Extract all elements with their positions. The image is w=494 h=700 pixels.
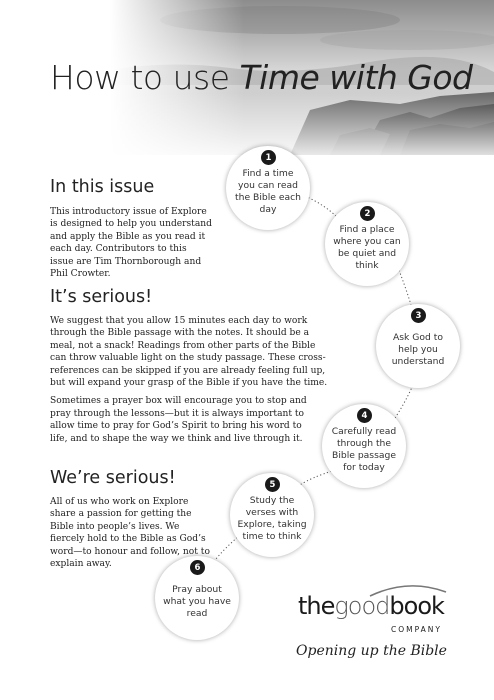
step-text: Study the verses with Explore, taking time to think (237, 495, 307, 542)
step-4 (322, 404, 406, 488)
logo-good: good (334, 592, 390, 620)
step-number-badge: 2 (360, 206, 375, 221)
paragraph: Sometimes a prayer box will encourage you to stop and pray through the lessons—but it is always important to allow time to pray for God’s Spirit to bring his word to life, and to shape the way we think and live through it. (50, 396, 307, 444)
step-3 (376, 304, 460, 388)
step-1 (226, 146, 310, 230)
step-text: Ask God to help you understand (391, 332, 445, 367)
step-6 (155, 556, 239, 640)
heading-its-serious: It’s serious! (50, 287, 153, 307)
paragraph: We suggest that you allow 15 minutes each day to work through the Bible passage with the notes. It should be a meal, not a snack! Readings from other parts of the Bible can throw valuable light on the study passage. These cross-references can be skipped if you are already feeling full up, but will expand your grasp of the Bible if you have the time. (50, 316, 328, 389)
step-number-badge: 3 (411, 308, 426, 323)
paragraph: All of us who work on Explore share a passion for getting the Bible into people’s lives. We fiercely hold to the Bible as God’s word—to honour and follow, not to explain away. (50, 497, 210, 570)
section-in-this-issue-body (50, 206, 212, 286)
step-text: Pray about what you have read (163, 584, 231, 619)
logo-wordmark (298, 592, 444, 620)
step-2 (325, 202, 409, 286)
heading-in-this-issue: In this issue (50, 177, 155, 197)
step-number-badge: 4 (357, 408, 372, 423)
step-number-badge: 6 (190, 560, 205, 575)
paragraph: This introductory issue of Explore is designed to help you understand and apply the Bible as you read it each day. Contributors to this issue are Tim Thornborough and Phil Crowter. (50, 207, 212, 280)
step-5 (230, 473, 314, 557)
title-italic: Time with God (239, 58, 473, 97)
title-plain: How to use (50, 58, 240, 97)
step-number-badge: 5 (265, 477, 280, 492)
logo-company: COMPANY (391, 625, 442, 634)
logo-book: book (389, 592, 444, 620)
step-text: Carefully read through the Bible passage for today (331, 426, 397, 473)
step-text: Find a place where you can be quiet and think (333, 224, 401, 271)
heading-were-serious: We’re serious! (50, 468, 176, 488)
step-number-badge: 1 (261, 150, 276, 165)
logo-the: the (298, 592, 335, 620)
section-its-serious-body (50, 315, 328, 451)
page-title (50, 58, 473, 97)
step-text: Find a time you can read the Bible each day (235, 168, 301, 215)
logo-tagline: Opening up the Bible (296, 643, 447, 659)
